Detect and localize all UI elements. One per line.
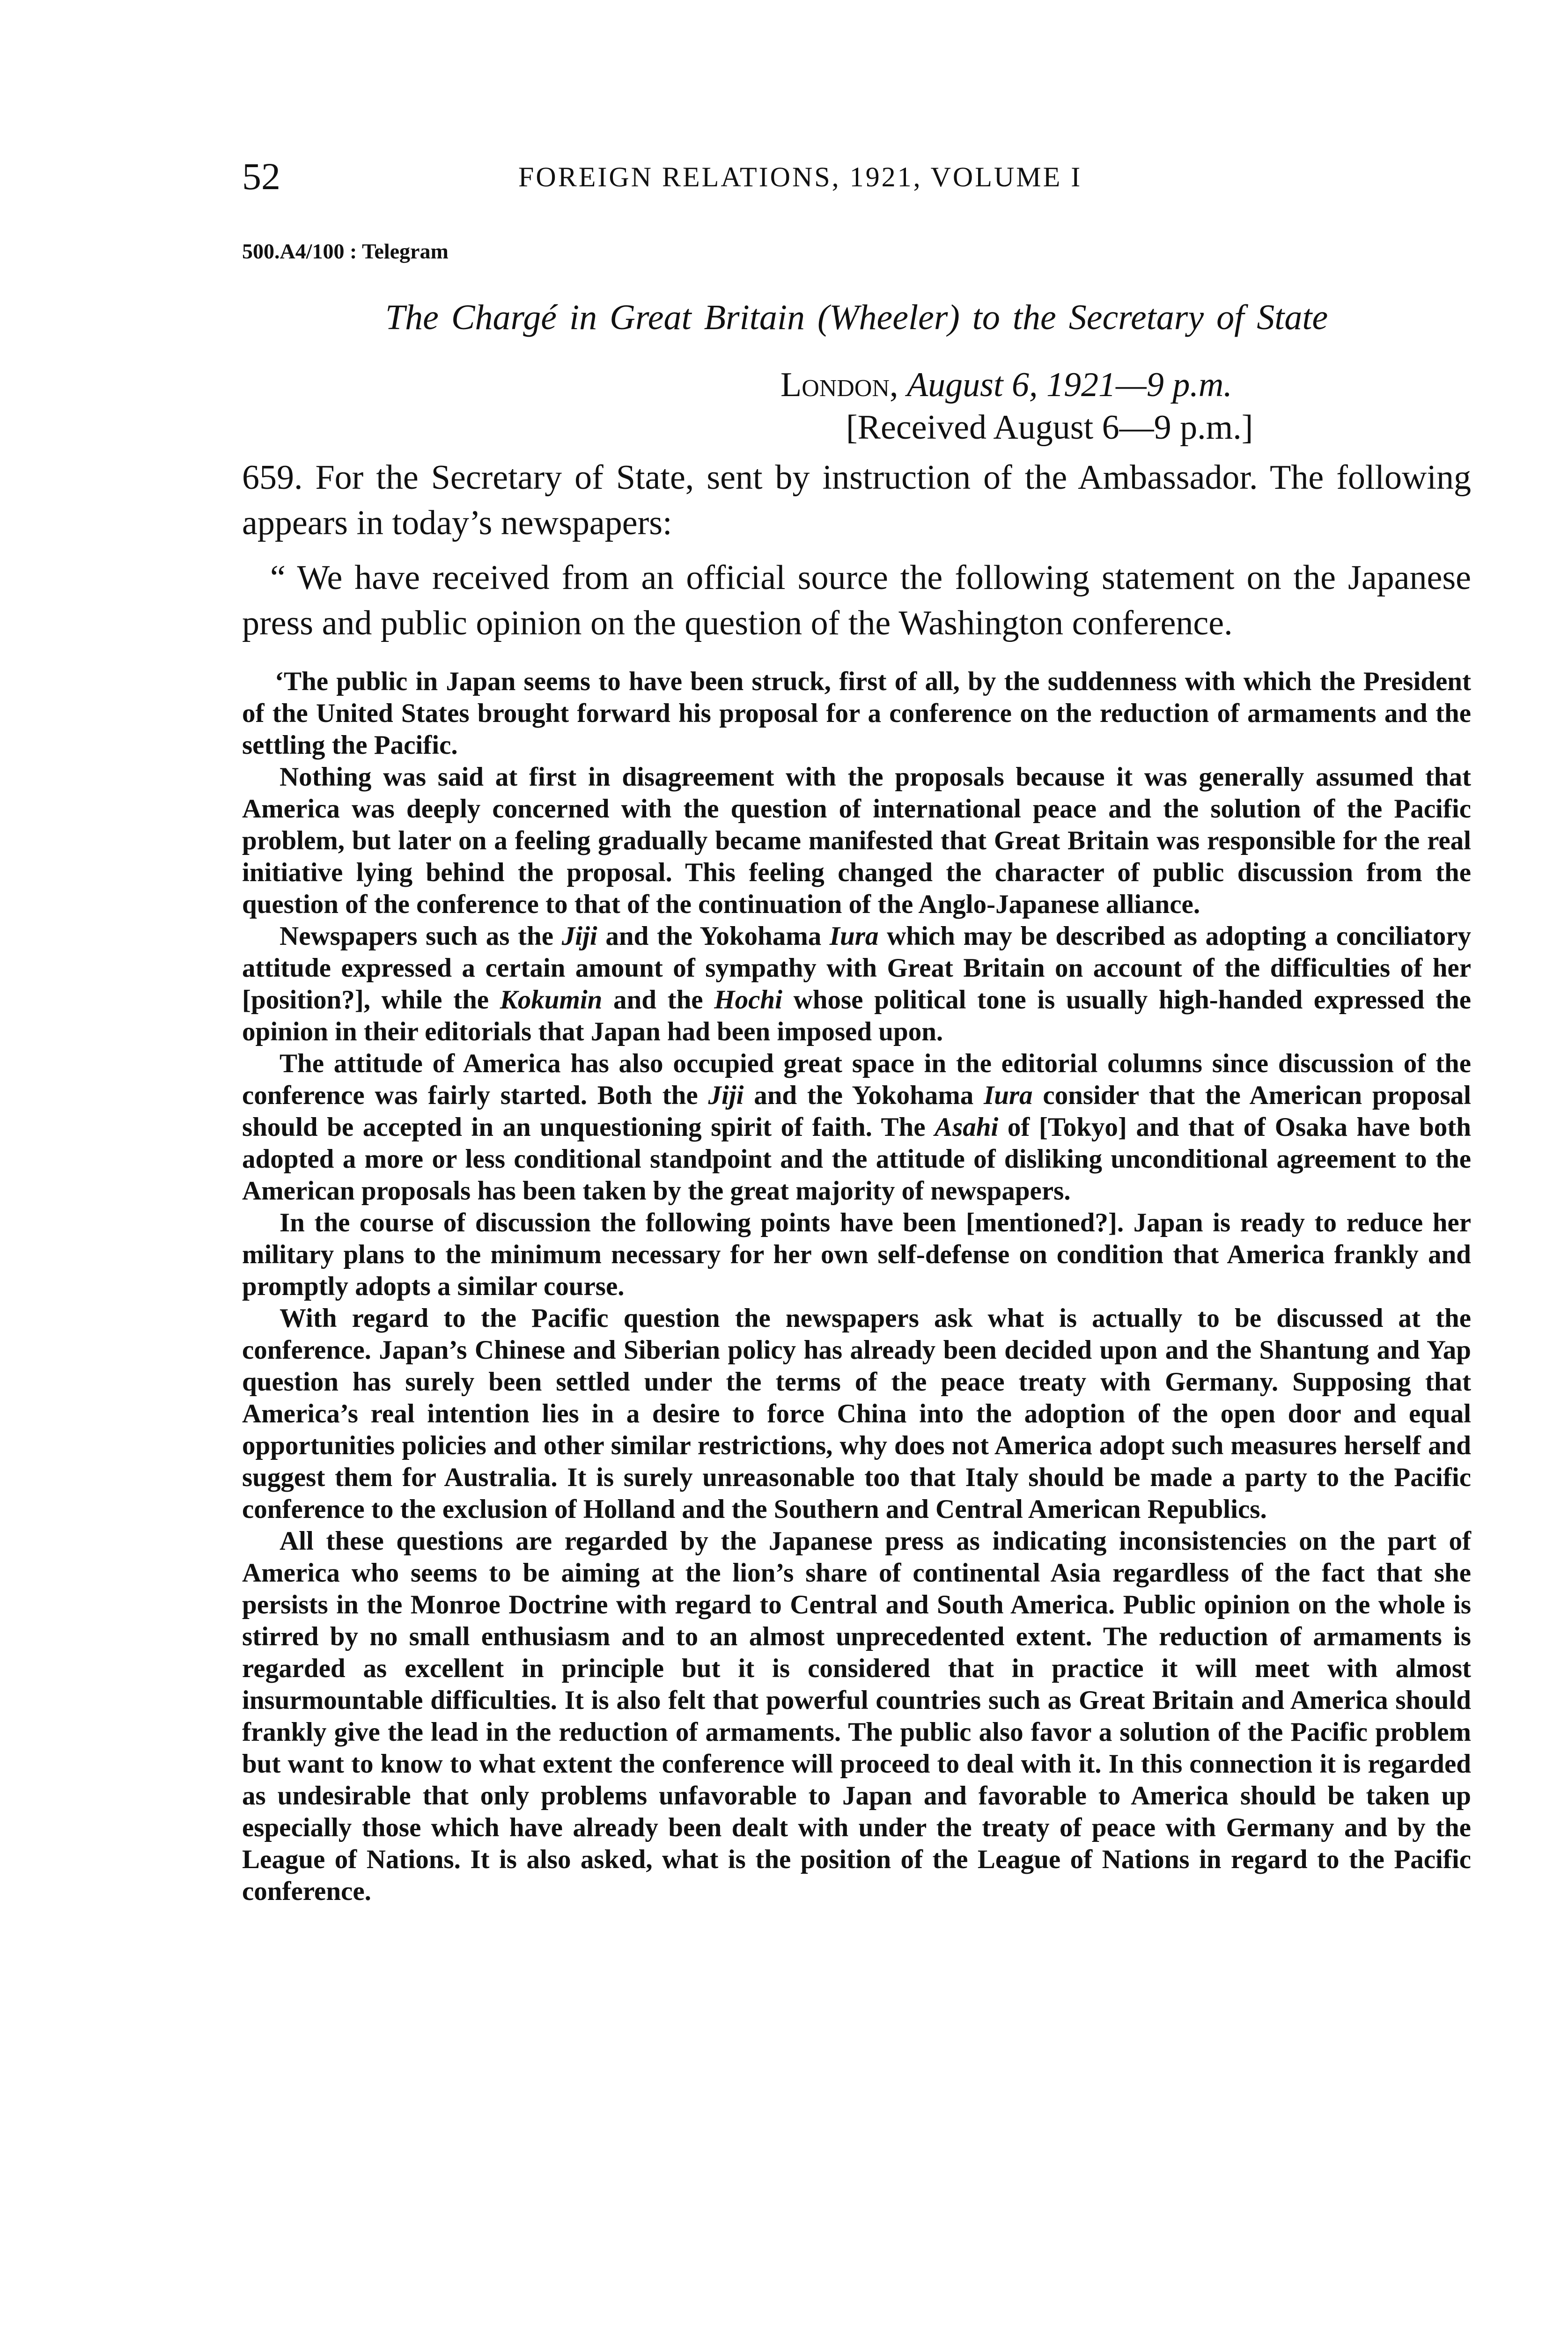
paragraph-6: With regard to the Pacific question the newspapers ask what is actually to be discussed at the conference. Japan’s Chinese and Siberian policy has already been decided upon and the Shantung and Yap question has surely been settled under the terms of the peace treaty with Germany. Supposing that America’s real intention lies in a desire to force China into the adoption of the open door and equal opportunities policies and other similar restrictions, why does not America adopt such measures herself and suggest them for Australia. It is surely unreasonable too that Italy should be made a party to the Pacific conference to the exclusion of Holland and the Southern and Central American Republics.	[242, 1303, 1471, 1524]
paragraph-2: Nothing was said at first in disagreement with the proposals because it was generally assumed that America was deeply concerned with the question of international peace and the solution of the Pacific problem, but later on a feeling gradually became manifested that Great Britain was responsible for the real initiative lying behind the proposal. This feeling changed the character of public discussion from the question of the conference to that of the continuation of the Anglo-Japanese alliance.	[242, 762, 1471, 919]
file-reference: 500.A4/100 : Telegram	[242, 239, 449, 263]
document-title: The Chargé in Great Britain (Wheeler) to the Secretary of State	[385, 298, 1328, 337]
newspaper-name-jiji: Jiji	[561, 921, 597, 951]
newspaper-name-hochi: Hochi	[714, 985, 782, 1015]
paragraph-3	[242, 920, 1471, 1048]
paragraph-3-text-e: whose political tone is usually high-handed expressed the opinion in their editorials that Japan had been imposed upon.	[242, 985, 1471, 1046]
newspaper-name-jiji: Jiji	[708, 1081, 744, 1110]
quote-lead-paragraph: “ We have received from an official source the following statement on the Japanese press and public opinion on the question of the Washington conference.	[242, 559, 1471, 642]
paragraph-4-text-b: and the Yokohama	[744, 1081, 984, 1110]
page-number: 52	[242, 155, 280, 198]
newspaper-name-asahi: Asahi	[935, 1112, 999, 1142]
received-note: [Received August 6—9 p.m.]	[846, 408, 1253, 447]
paragraph-3-text-c: which may be described as adopting a conciliatory attitude expressed a certain amount of sympathy with Great Britain on account of the difficulties of her [position?], while the	[242, 921, 1471, 1015]
document-page	[242, 155, 1471, 1907]
lead-paragraph: 659. For the Secretary of State, sent by instruction of the Ambassador. The following appears in today’s newspapers:	[242, 458, 1471, 542]
paragraph-4-text-c: consider that the American proposal should be accepted in an unquestioning spirit of faith. The	[242, 1081, 1472, 1142]
paragraph-4	[242, 1048, 1471, 1207]
paragraph-7: All these questions are regarded by the Japanese press as indicating inconsistencies on the part of America who seems to be aiming at the lion’s share of continental Asia regardless of the fact that she persists in the Monroe Doctrine with regard to Central and South America. Public opinion on the whole is stirred by no small enthusiasm and to an almost unprecedented extent. The reduction of armaments is regarded as excellent in principle but it is considered that in practice it will meet with almost insurmountable difficulties. It is also felt that powerful countries such as Great Britain and America should frankly give the lead in the reduction of armaments. The public also favor a solution of the Pacific problem but want to know to what extent the conference will proceed to deal with it. In this connection it is regarded as undesirable that only problems unfavorable to Japan and favorable to America should be taken up especially those which have already been dealt with under the treaty of peace with Germany and by the League of Nations. It is also asked, what is the position of the League of Nations in regard to the Pacific conference.	[242, 1526, 1471, 1906]
paragraph-3-text-a: Newspapers such as the	[280, 921, 562, 951]
paragraph-3-text-d: and the	[602, 985, 714, 1015]
quoted-statement	[242, 666, 1471, 1907]
newspaper-name-kokumin: Kokumin	[500, 985, 603, 1015]
dateline	[780, 365, 1471, 405]
paragraph-3-text-b: and the Yokohama	[597, 921, 830, 951]
running-head	[242, 155, 1471, 206]
paragraph-1: ‘The public in Japan seems to have been struck, first of all, by the suddenness with which the President of the United States brought forward his proposal for a conference on the reduction of armaments and the settling the Pacific.	[242, 667, 1471, 760]
paragraph-4-text-a: The attitude of America has also occupied great space in the editorial columns since discussion of the conference was fairly started. Both the	[242, 1049, 1471, 1110]
dateline-place: London,	[780, 366, 898, 404]
paragraph-4-text-d: of [Tokyo] and that of Osaka have both adopted a more or less conditional standpoint and the attitude of disliking unconditional agreement to the American proposals has been taken by the great majority of newspapers.	[242, 1112, 1471, 1206]
newspaper-name-iura: Iura	[829, 921, 879, 951]
dateline-date: August 6, 1921—9 p.m.	[906, 366, 1232, 404]
paragraph-5: In the course of discussion the following points have been [mentioned?]. Japan is ready to reduce her military plans to the minimum necessary for her own self-defense on condition that America frankly and promptly adopts a similar course.	[242, 1208, 1471, 1301]
running-head-title: FOREIGN RELATIONS, 1921, VOLUME I	[518, 162, 1082, 192]
newspaper-name-iura: Iura	[984, 1081, 1033, 1110]
